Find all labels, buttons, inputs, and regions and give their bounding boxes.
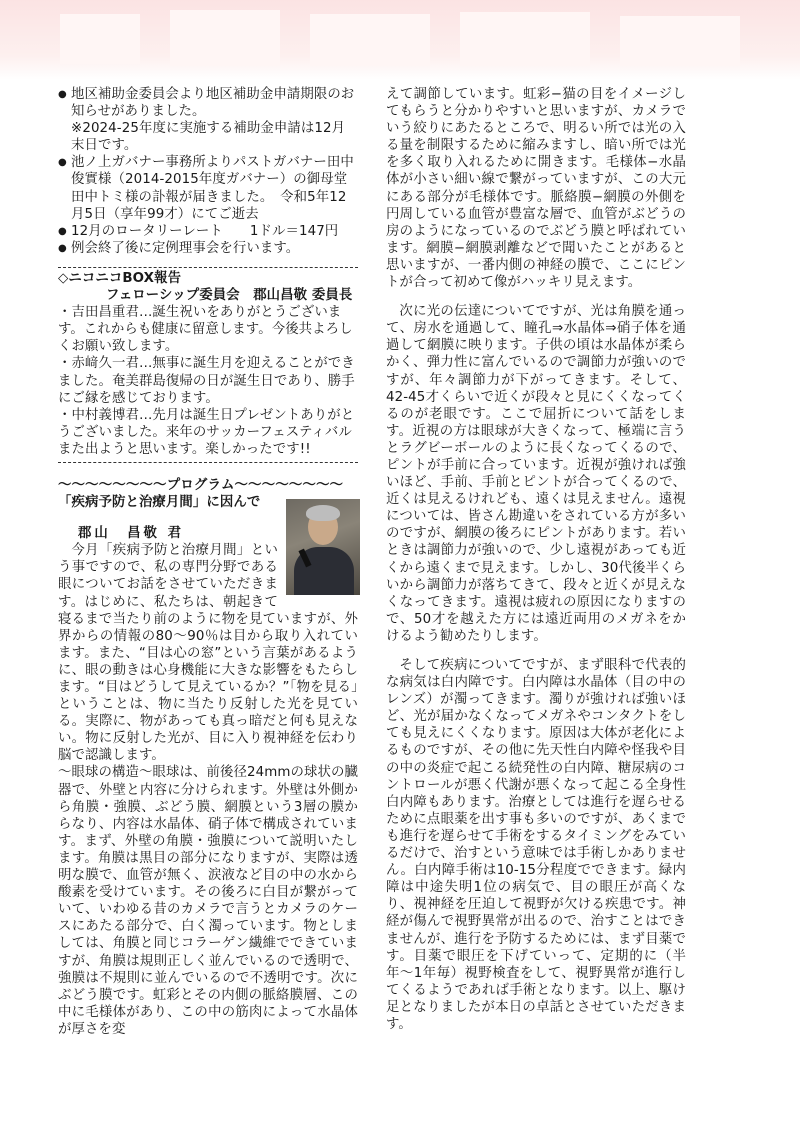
nikoniko-subtitle: フェローシップ委員会 郡山昌敬 委員長: [106, 288, 353, 304]
announcement-item: ● 地区補助金委員会より地区補助金申請期限のお知らせがありました。 ※2024-25年度に実施する補助金申請は12月末日です。: [58, 86, 358, 154]
program-title: 「疾病予防と治療月間」に因んで: [58, 495, 261, 511]
talk-paragraph: そして疾病についてですが、まず眼科で代表的な病気は白内障です。白内障は水晶体（目の中のレンズ）が濁ってきます。濁りが強ければ強いほど、光が届かなくなってメガネやコンタクトをしても見えにくくなります。原因は大体が老化によるものですが、その他に先天性白内障や怪我や目の中の炎症で起こる続発性の白内障、糖尿病のコントロールが悪く代謝が悪くなって起こる全身性白内障もあります。治療としては進行を遅らせるために点眼薬を出す事も多いのですが、あくまでも進行を遅らせて手術をするタイミングをみているだけで、治すという意味では手術しかありません。白内障手術は10-15分程度でできます。緑内障は中途失明1位の病気で、目の眼圧が高くなり、視神経を圧迫して視野が欠ける疾患です。神経が傷んで視野異常が出るので、治すことはできませんが、進行を予防するためには、まず目薬です。目薬で眼圧を下げていって、定期的に（半年〜1年毎）視野検査をして、視野異常が進行してくるようであれば手術となります。以上、駆け足となりましたが本日の卓話とさせていただきます。: [386, 658, 686, 1032]
talk-paragraph: 今月「疾病予防と治療月間」という事ですので、私の専門分野である眼についてお話をさせていただきます。はじめに、私たちは、朝起きて寝るまで当たり前のように物を見ていますが、外界からの情報の80〜90％は目から取り入れています。また、“目は心の窓”という言葉があるように、眼の動きは心身機能に大きな影響をもたらします。“目はどうして見えているか？”「物を見る」ということは、物に当たり反射した光を見ている。実際に、物があっても真っ暗だと何も見えない。物に反射した光が、目に入り視神経を伝わり脳で認識します。: [58, 543, 358, 764]
nikoniko-item: ・吉田昌重君…誕生祝いをありがとうございます。これからも健康に留意します。今後共よろしくお願い致します。: [58, 305, 353, 355]
header-decoration-band: [0, 0, 800, 80]
nikoniko-item: ・中村義博君…先月は誕生日プレゼントありがとうございました。来年のサッカーフェスティバルまた出ようと思います。楽しかったです!!: [58, 407, 355, 457]
announcement-item: ● 池ノ上ガバナー事務所よりパストガバナー田中俊實様（2014-2015年度ガバナー）の御母堂 田中トミ様の訃報が届きました。 令和5年12月5日（享年99才）にてご逝去: [58, 154, 358, 222]
speaker-photo: [286, 499, 360, 595]
nikoniko-box-report: [58, 267, 358, 463]
talk-paragraph: 次に光の伝達についてですが、光は角膜を通って、房水を通過して、瞳孔⇒水晶体⇒硝子体を通過して網膜に映ります。子供の頃は水晶体が柔らかく、弾力性に富んでいるので調節力が強いのですが、年々調節力が下がってきます。そして、42-45才くらいで近くが段々と見にくくなってくるのが老眼です。ここで屈折について話をします。近視の方は眼球が大きくなって、極端に言うとラグビーボールのように長くなってくるので、ピントが手前に合っています。近視が強ければ強いほど、手前、手前とピントが合ってくるので、近くは見えるけれども、遠くは見えません。遠視については、皆さん勘違いをされている方が多いのですが、網膜の後ろにピントがあります。若いときは調節力が強いので、少し遠視があっても近くから遠くまで見えます。しかし、30代後半くらいから調節力が落ちてきて、段々と近くが見えなくなってきます。遠視は疲れの原因になりますので、50才を越えた方には遠近両用のメガネをかけるよう勧めたりします。: [386, 304, 686, 644]
left-column: [58, 86, 361, 1038]
right-column: [386, 86, 686, 1033]
talk-paragraph: 〜眼球の構造〜眼球は、前後径24mmの球状の臓器で、外壁と内容に分けられます。外壁は外側から角膜・強膜、ぶどう膜、網膜という3層の膜からなり、内容は水晶体、硝子体で構成されています。まず、外壁の角膜・強膜について説明いたします。角膜は黒目の部分になりますが、実際は透明な膜で、血管が無く、涙液など目の中の水から酸素を受けています。その後ろに白目が繋がっていて、いわゆる昔のカメラで言うとカメラのケースにあたる部分で、白く濁っています。物としましては、角膜と同じコラーゲン繊維でできていますが、角膜は規則正しく並んでいるので透明で、強膜は不規則に並んでいるので不透明です。次にぶどう膜です。虹彩とその内側の脈絡膜層、この中に毛様体があり、この中の筋肉によって水晶体が厚さを変: [58, 765, 358, 1037]
speaker-name: 郡山 昌敬 君: [78, 526, 185, 542]
nikoniko-item: ・赤﨑久一君…無事に誕生月を迎えることができました。奄美群島復帰の日が誕生日であり、勝手にご縁を感じております。: [58, 356, 355, 406]
program-header: 〜〜〜〜〜〜〜〜プログラム〜〜〜〜〜〜〜〜: [58, 477, 344, 493]
announcement-list: [58, 86, 361, 257]
announcement-note: ※2024-25年度に実施する補助金申請は12月末日です。: [71, 121, 346, 154]
nikoniko-title: ◇ニコニコBOX報告: [58, 270, 182, 286]
talk-paragraph: えて調節しています。虹彩−猫の目をイメージしてもらうと分かりやすいと思いますが、カメラでいう絞りにあたるところで、明るい所では光の入る量を制限するために縮みますし、暗い所では光を多く取り入れるために開きます。毛様体−水晶体が小さい細い線で繋がっていますが、この大元にある部分が毛様体です。脈絡膜−網膜の外側を円周している血管が豊富な層で、血管がぶどうの房のようになっているのでぶどう膜と呼ばれています。網膜−網膜剥離などで聞いたことがあると思いますが、一番内側の神経の膜で、ここにピントが合って初めて像がハッキリ見えます。: [386, 87, 686, 291]
announcement-item: ● 例会終了後に定例理事会を行います。: [58, 240, 358, 257]
announcement-item: ● 12月のロータリーレート 1ドル＝147円: [58, 223, 358, 240]
